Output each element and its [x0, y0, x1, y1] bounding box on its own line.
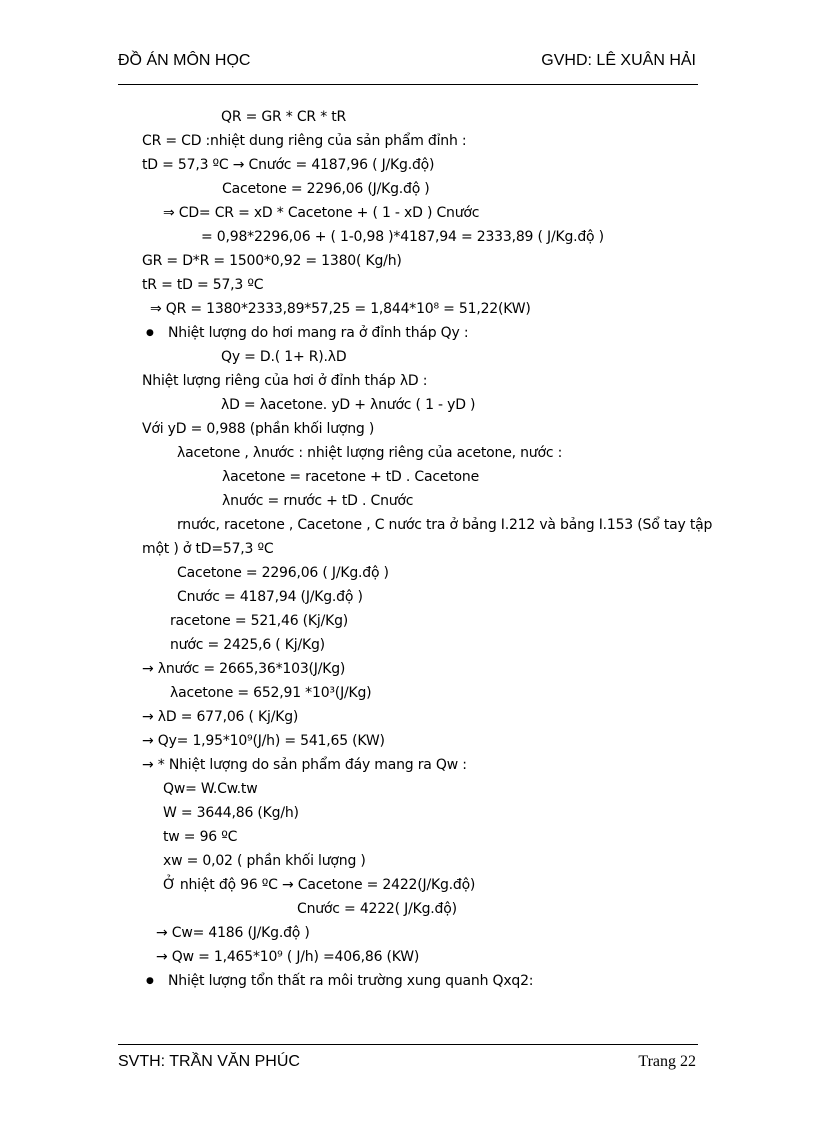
- text-line: một ) ở tD=57,3 ºC: [142, 541, 274, 557]
- text-line: W = 3644,86 (Kg/h): [163, 805, 299, 821]
- text-line: λacetone , λnước : nhiệt lượng riêng của acetone, nước :: [177, 445, 563, 461]
- text-line: → * Nhiệt lượng do sản phẩm đáy mang ra Qw :: [142, 757, 467, 773]
- equation-line: tR = tD = 57,3 ºC: [142, 277, 264, 293]
- text-line: nước = 2425,6 ( Kj/Kg): [170, 637, 325, 653]
- footer-page-number: Trang 22: [638, 1053, 696, 1070]
- text-line: Cacetone = 2296,06 ( J/Kg.độ ): [177, 565, 389, 581]
- text-line: → λD = 677,06 ( Kj/Kg): [142, 709, 299, 725]
- equation-line: GR = D*R = 1500*0,92 = 1380( Kg/h): [142, 253, 402, 269]
- equation-line: QR = GR * CR * tR: [221, 109, 347, 125]
- equation-line: ⇒ CD= CR = xD * Cacetone + ( 1 - xD ) Cnước: [163, 205, 480, 221]
- text-line: → Cw= 4186 (J/Kg.độ ): [156, 925, 310, 941]
- header-right: GVHD: LÊ XUÂN HẢI: [541, 52, 696, 69]
- text-line: tD = 57,3 ºC → Cnước = 4187,96 ( J/Kg.độ): [142, 157, 435, 173]
- text-line: λacetone = 652,91 *10³(J/Kg): [170, 685, 372, 701]
- header-divider: [118, 84, 698, 85]
- text-line: rnước, racetone , Cacetone , C nước tra ở bảng I.212 và bảng I.153 (Sổ tay tập: [177, 517, 713, 533]
- text-line: → Qy= 1,95*10⁹(J/h) = 541,65 (KW): [142, 733, 385, 749]
- text-line: racetone = 521,46 (Kj/Kg): [170, 613, 349, 629]
- text-line: Với yD = 0,988 (phần khối lượng ): [142, 421, 375, 437]
- equation-line: Qy = D.( 1+ R).λD: [221, 349, 347, 365]
- equation-line: λnước = rnước + tD . Cnước: [222, 493, 414, 509]
- text-line: Ở nhiệt độ 96 ºC → Cacetone = 2422(J/Kg.độ): [163, 877, 476, 893]
- equation-line: λacetone = racetone + tD . Cacetone: [222, 469, 479, 485]
- text-line: → λnước = 2665,36*103(J/Kg): [142, 661, 346, 677]
- text-line: CR = CD :nhiệt dung riêng của sản phẩm đỉnh :: [142, 133, 467, 149]
- bullet-line: ● Nhiệt lượng tổn thất ra môi trường xung quanh Qxq2:: [168, 969, 533, 993]
- equation-line: λD = λacetone. yD + λnước ( 1 - yD ): [221, 397, 476, 413]
- equation-line: ⇒ QR = 1380*2333,89*57,25 = 1,844*10⁸ = 51,22(KW): [150, 301, 531, 317]
- text-line: Cacetone = 2296,06 (J/Kg.độ ): [222, 181, 430, 197]
- text-line: Nhiệt lượng riêng của hơi ở đỉnh tháp λD :: [142, 373, 428, 389]
- text-line: Cnước = 4222( J/Kg.độ): [297, 901, 457, 917]
- bullet-line: ● Nhiệt lượng do hơi mang ra ở đỉnh tháp Qy :: [168, 321, 468, 345]
- footer-left: SVTH: TRẦN VĂN PHÚC: [118, 1053, 300, 1070]
- text-line: tw = 96 ºC: [163, 829, 238, 845]
- equation-line: Qw= W.Cw.tw: [163, 781, 258, 797]
- text-line: → Qw = 1,465*10⁹ ( J/h) =406,86 (KW): [156, 949, 420, 965]
- header-left: ĐỒ ÁN MÔN HỌC: [118, 52, 251, 69]
- equation-line: = 0,98*2296,06 + ( 1-0,98 )*4187,94 = 2333,89 ( J/Kg.độ ): [201, 229, 604, 245]
- text-line: xw = 0,02 ( phần khối lượng ): [163, 853, 366, 869]
- text-line: Cnước = 4187,94 (J/Kg.độ ): [177, 589, 363, 605]
- footer-divider: [118, 1044, 698, 1045]
